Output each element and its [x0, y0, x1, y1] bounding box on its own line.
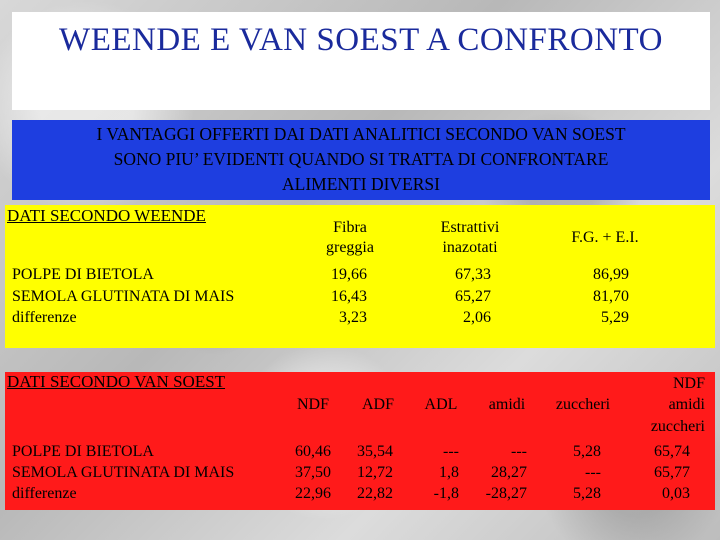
- vansoest-col-adf: ADF: [361, 396, 394, 413]
- vansoest-cell: 22,82: [357, 485, 393, 502]
- weende-cell: 19,66: [331, 266, 367, 283]
- vansoest-heading: DATI SECONDO VAN SOEST: [7, 372, 226, 391]
- title-box: [12, 12, 710, 110]
- intro-line-3: ALIMENTI DIVERSI: [282, 174, 440, 194]
- vansoest-cell: 28,27: [491, 464, 527, 481]
- intro-box: [12, 120, 710, 200]
- weende-cell: 67,33: [455, 266, 491, 283]
- vansoest-cell: 60,46: [295, 443, 331, 460]
- vansoest-cell: -1,8: [433, 485, 459, 502]
- vansoest-col-sum-3: zuccheri: [650, 418, 705, 435]
- intro-line-1: I VANTAGGI OFFERTI DAI DATI ANALITICI SECONDO VAN SOEST: [96, 124, 626, 144]
- weende-cell: 2,06: [463, 309, 491, 326]
- weende-cell: 86,99: [593, 266, 629, 283]
- weende-col-fibra-2: greggia: [326, 239, 374, 256]
- weende-cell: 3,23: [339, 309, 367, 326]
- weende-col-estrattivi-1: Estrattivi: [440, 219, 500, 236]
- vansoest-row-label: differenze: [12, 485, 77, 502]
- weende-row-label: POLPE DI BIETOLA: [12, 266, 154, 283]
- vansoest-cell: 0,03: [662, 485, 690, 502]
- vansoest-cell: 12,72: [357, 464, 393, 481]
- intro-line-2: SONO PIU’ EVIDENTI QUANDO SI TRATTA DI CONFRONTARE: [113, 149, 609, 169]
- weende-cell: 81,70: [593, 288, 629, 305]
- vansoest-col-sum-2: amidi: [668, 396, 705, 413]
- vansoest-row-label: POLPE DI BIETOLA: [12, 443, 154, 460]
- weende-cell: 16,43: [331, 288, 367, 305]
- vansoest-col-adl: ADL: [424, 396, 458, 413]
- vansoest-col-ndf: NDF: [296, 396, 329, 413]
- vansoest-cell: ---: [511, 443, 527, 460]
- vansoest-cell: ---: [443, 443, 459, 460]
- vansoest-cell: 22,96: [295, 485, 331, 502]
- vansoest-col-sum-1: NDF: [672, 375, 705, 392]
- vansoest-cell: 65,74: [654, 443, 690, 460]
- vansoest-cell: 1,8: [439, 464, 459, 481]
- vansoest-cell: 35,54: [357, 443, 393, 460]
- vansoest-row-label: SEMOLA GLUTINATA DI MAIS: [12, 464, 235, 481]
- vansoest-col-zuccheri: zuccheri: [555, 396, 611, 413]
- vansoest-panel: [5, 372, 715, 510]
- weende-col-estrattivi-2: inazotati: [442, 239, 498, 256]
- vansoest-cell: 5,28: [573, 485, 601, 502]
- weende-panel: [5, 205, 715, 348]
- weende-row-label: differenze: [12, 309, 77, 326]
- page-title: WEENDE E VAN SOEST A CONFRONTO: [59, 22, 663, 58]
- vansoest-cell: 5,28: [573, 443, 601, 460]
- vansoest-cell: 37,50: [295, 464, 331, 481]
- vansoest-cell: ---: [585, 464, 601, 481]
- weende-cell: 5,29: [601, 309, 629, 326]
- weende-col-fibra-1: Fibra: [333, 219, 367, 236]
- vansoest-cell: -28,27: [485, 485, 527, 502]
- vansoest-col-amidi: amidi: [488, 396, 526, 413]
- weende-col-fgei: F.G. + E.I.: [571, 229, 639, 246]
- weende-heading: DATI SECONDO WEENDE: [7, 206, 206, 225]
- weende-row-label: SEMOLA GLUTINATA DI MAIS: [12, 288, 235, 305]
- weende-cell: 65,27: [455, 288, 491, 305]
- vansoest-cell: 65,77: [654, 464, 690, 481]
